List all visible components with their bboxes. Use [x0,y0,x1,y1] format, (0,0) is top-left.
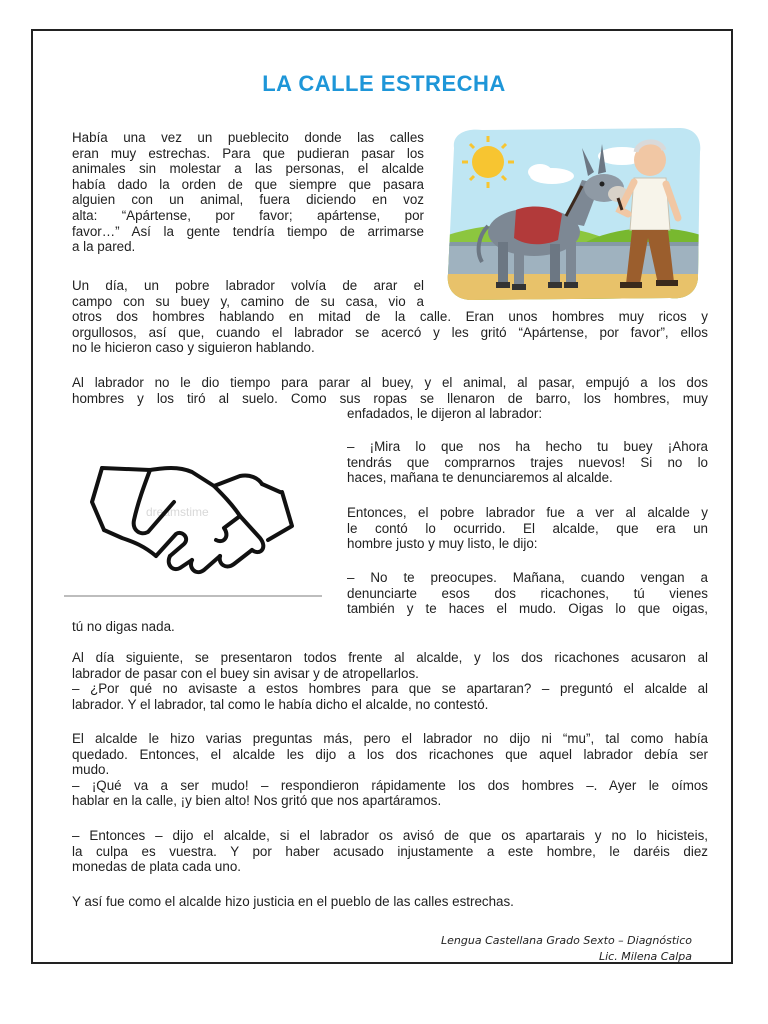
text-line: Había una vez un pueblecito donde las calles [72,130,424,145]
text-line: tendrás que comprarnos trajes nuevos! Si no lo [347,454,708,470]
text-line: favor…” Así la gente tendría tiempo de arrimarse [72,223,424,239]
text-line: – Entonces – dijo el alcalde, si el labrador os avisó de que os apartarais y no lo hicisteis, [72,828,708,843]
document-title: LA CALLE ESTRECHA [262,71,506,96]
text-line: había dado la orden de que siempre que pasara [72,176,424,192]
footer-course: Lengua Castellana Grado Sexto – Diagnóstico [441,934,692,947]
text-line: alguien con un animal, fuera diciendo en voz [72,192,424,208]
text-line: hombres y los tiró al suelo. Como sus ropas se llenaron de barro, los hombres, muy [72,390,708,406]
text-line: también y te haces el mudo. Oigas lo que oigas, [347,601,708,617]
paragraph-3-cont: enfadados, le dijeron al labrador: [347,406,543,421]
text-line: mudo. [72,762,110,778]
text-line: Al día siguiente, se presentaron todos frente al alcalde, y los dos ricachones acusaron al [72,650,708,665]
text-line: animales sin molestar a las personas, el alcalde [72,161,424,177]
paragraph-7 [72,650,708,712]
paragraph-4 [347,439,708,486]
text-line: haces, mañana te denunciaremos al alcalde. [347,470,613,486]
text-line: Un día, un pobre labrador volvía de arar el [72,278,424,293]
paragraph-6-cont: tú no digas nada. [72,619,175,634]
text-line: – ¿Por qué no avisaste a estos hombres para que se apartaran? – preguntó el alcalde al [72,681,708,697]
text-line: denunciarte esos dos ricachones, tú vienes [347,585,708,601]
footer-author: Lic. Milena Calpa [598,950,692,963]
text-line: otros dos hombres hablando en mitad de la calle. Eran unos hombres muy ricos y [72,309,708,324]
paragraph-1 [72,130,424,255]
text-line: quedado. Entonces, el alcalde les dijo a los dos ricachones que aquel labrador debía ser [72,746,708,762]
donkey-farmer-image [442,126,704,304]
text-line: Al labrador no le dio tiempo para parar al buey, y el animal, al pasar, empujó a los dos [72,375,708,390]
paragraph-5 [347,505,708,552]
paragraph-2 [72,278,424,309]
text-line: labrador. Y el labrador, tal como le había dicho el alcalde, no contestó. [72,696,489,712]
paragraph-3 [72,375,708,406]
text-line: a la pared. [72,239,136,255]
text-line: le contó lo ocurrido. El alcalde, que era un [347,520,708,536]
text-line: eran muy estrechas. Para que pudieran pasar los [72,145,424,161]
text-line: orgullosos, así que, cuando el labrador se acercó y les gritó “Apártense, por favor”, ellos [72,324,708,340]
text-line: hablar en la calle, ¡y bien alto! Nos gritó que nos apartáramos. [72,793,442,809]
text-line: El alcalde le hizo varias preguntas más, pero el labrador no dijo ni “mu”, tal como había [72,731,708,746]
paragraph-8 [72,731,708,809]
paragraph-9 [72,828,708,875]
text-line: monedas de plata cada uno. [72,859,241,875]
handshake-image [64,430,322,598]
text-line: Entonces, el pobre labrador fue a ver al alcalde y [347,505,708,520]
text-line: no le hicieron caso y siguieron hablando. [72,340,315,356]
paragraph-6 [347,570,708,617]
text-line: labrador de pasar con el buey sin avisar y de atropellarlos. [72,665,419,681]
text-line: campo con su buey y, camino de su casa, vio a [72,293,424,309]
paragraph-10: Y así fue como el alcalde hizo justicia en el pueblo de las calles estrechas. [72,894,514,909]
text-line: – ¡Qué va a ser mudo! – respondieron rápidamente los dos hombres –. Ayer le oímos [72,777,708,793]
text-line: – ¡Mira lo que nos ha hecho tu buey ¡Ahora [347,439,708,454]
text-line: – No te preocupes. Mañana, cuando vengan a [347,570,708,585]
text-line: hombre justo y muy listo, le dijo: [347,536,538,552]
paragraph-2-cont [72,309,708,356]
text-line: la culpa es vuestra. Y por haber acusado injustamente a este hombre, le daréis diez [72,843,708,859]
text-line: alta: “Apártense, por favor; apártense, por [72,207,424,223]
svg-text:dreamstime: dreamstime [146,505,209,519]
